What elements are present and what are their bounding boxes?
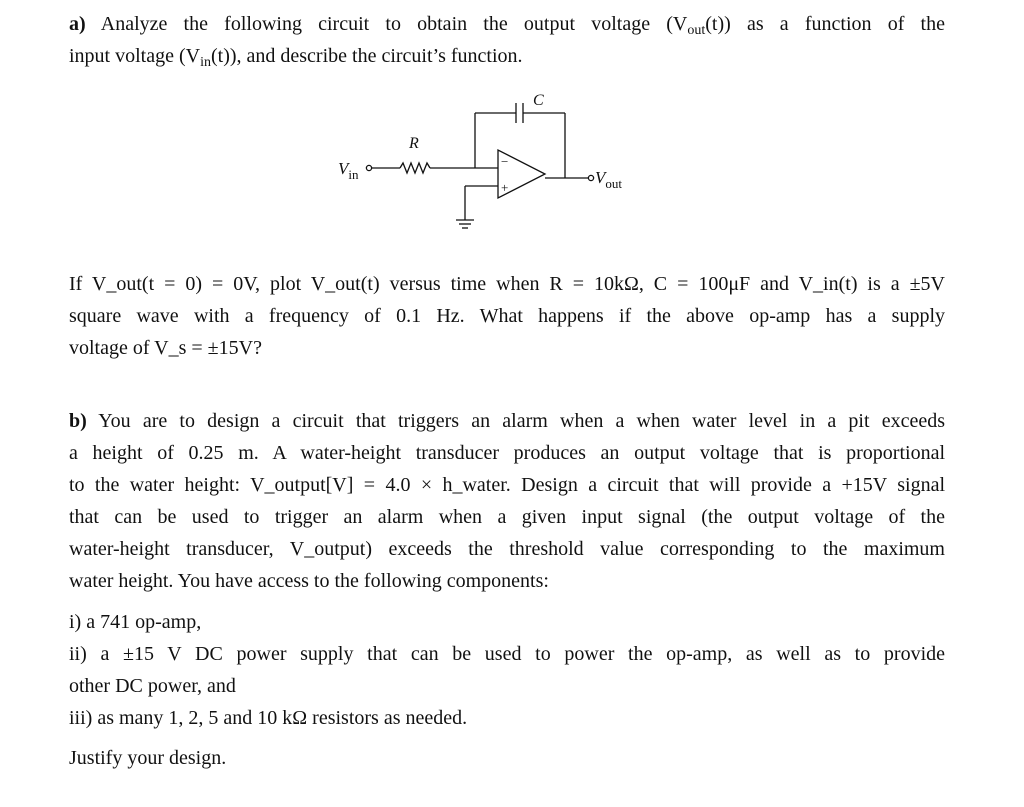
closing-text: Justify your design. — [69, 747, 227, 769]
component-item-3: iii) as many 1, 2, 5 and 10 kΩ resistors as needed. — [69, 707, 468, 729]
part-a-intro — [69, 8, 945, 72]
part-a-question-line-3: voltage of V_s = ±15V? — [69, 337, 262, 359]
vin-label: $V_{in}$ — [338, 159, 359, 182]
part-a-line-1-sub: out — [687, 23, 706, 38]
part-a-line-2-sub: in — [200, 55, 211, 70]
part-a-question-line-1: If V_out(t = 0) = 0V, plot V_out(t) versus time when R = 10kΩ, C = 100μF and V_in(t) is a ±5V — [69, 273, 945, 295]
component-item-2-line-1: ii) a ±15 V DC power supply that can be used to power the op-amp, as well as to provide — [69, 643, 945, 665]
part-a-line-1-text: Analyze the following circuit to obtain the output voltage (V — [100, 13, 688, 35]
op-amp-minus: − — [501, 154, 509, 169]
component-item-1: i) a 741 op-amp, — [69, 611, 202, 633]
component-list — [69, 606, 945, 734]
resistor-r — [400, 163, 430, 173]
integrator-circuit-diagram — [330, 88, 640, 238]
vin-sub: in — [348, 167, 359, 182]
part-b-line-1-text: You are to design a circuit that triggers an alarm when a when water level in a pit exceeds — [98, 410, 945, 432]
part-b-line-2: a height of 0.25 m. A water-height transducer produces an output voltage that is proportional — [69, 442, 945, 464]
part-b-line-1 — [69, 405, 945, 437]
part-a-line-1 — [69, 8, 945, 40]
part-a-line-2-tail: (t)), and describe the circuit’s function. — [210, 45, 523, 67]
vout-terminal — [588, 175, 593, 180]
part-a-label: a) — [69, 13, 86, 35]
r-label: R — [409, 135, 419, 152]
vout-sub: out — [605, 176, 623, 191]
part-b-line-6: water height. You have access to the following components: — [69, 570, 549, 592]
vout-label: $V_{out}$ — [595, 168, 623, 191]
part-b — [69, 405, 945, 597]
part-a-question — [69, 268, 945, 364]
component-item-2-line-2: other DC power, and — [69, 675, 236, 697]
closing — [69, 742, 945, 774]
part-b-line-4: that can be used to trigger an alarm when a given input signal (the output voltage of the — [69, 506, 945, 528]
op-amp-plus: + — [501, 180, 509, 195]
part-b-label: b) — [69, 410, 87, 432]
part-a-line-2 — [69, 40, 945, 72]
part-a-question-line-2: square wave with a frequency of 0.1 Hz. What happens if the above op-amp has a supply — [69, 305, 945, 327]
part-b-line-5: water-height transducer, V_output) exceeds the threshold value corresponding to the maximum — [69, 538, 945, 560]
vin-terminal — [366, 165, 371, 170]
c-label: C — [533, 92, 544, 109]
part-a-line-2-text: input voltage (V — [69, 45, 201, 67]
part-b-line-3: to the water height: V_output[V] = 4.0 × h_water. Design a circuit that will provide a +15V signal — [69, 474, 945, 496]
part-a-line-1-tail: (t)) as a function of the — [705, 13, 945, 35]
